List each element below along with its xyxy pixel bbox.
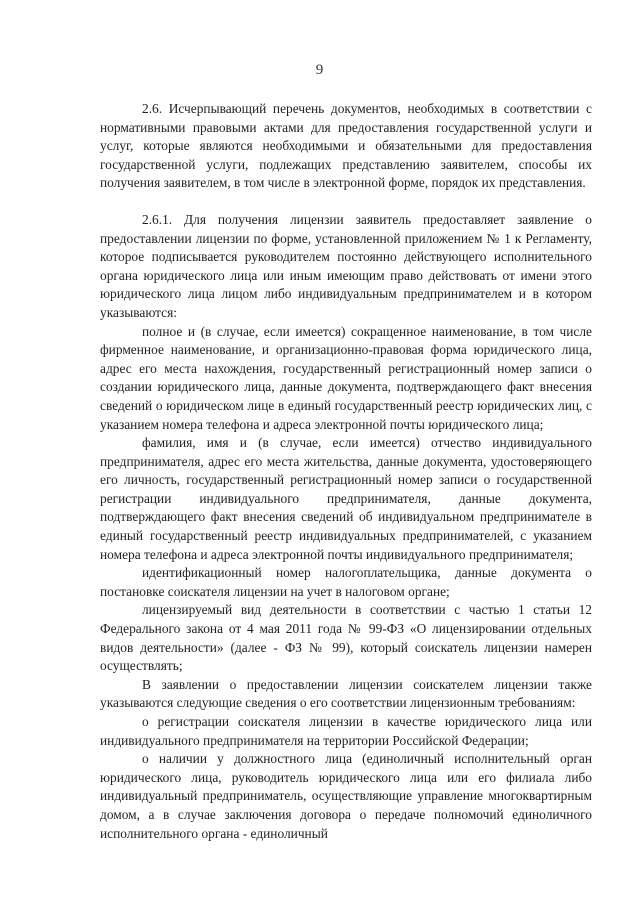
paragraph-taxpayer-id: идентификационный номер налогоплательщика, данные документа о постановке соискателя лицензии на учет в налоговом органе; xyxy=(100,565,592,599)
paragraph-section-2-6-1: 2.6.1. Для получения лицензии заявитель предоставляет заявление о предоставлении лицензии по форме, установленной приложением № 1 к Регламенту, которое подписывается руководителем постоянно действующего исполнительного органа юридического лица или иным имеющим право действовать от имени этого юридического лица лицом либо индивидуальным предпринимателем и в котором указываются: xyxy=(100,211,592,320)
paragraph-official-info: о наличии у должностного лица (единоличный исполнительный орган юридического лица, руководитель юридического лица или его филиала либо индивидуальный предприниматель, осуществляющие управление многоквартирным домом, а в случае заключения договора о передаче полномочий единоличного исполнительного органа - единоличный xyxy=(100,751,592,841)
paragraph-section-2-6: 2.6. Исчерпывающий перечень документов, необходимых в соответствии с нормативными правовыми актами для предоставления государственной услуги и услуг, которые являются необходимыми и обязательными для предоставления государственной услуги, подлежащих представлению заявителем, способы их получения заявителем, в том числе в электронной форме, порядок их представления. xyxy=(100,101,592,191)
paragraph-requirements-intro: В заявлении о предоставлении лицензии соискателем лицензии также указываются следующие сведения о его соответствии лицензионным требованиям: xyxy=(100,676,592,711)
paragraph-legal-entity-name: полное и (в случае, если имеется) сокращенное наименование, в том числе фирменное наименование, и организационно-правовая форма юридического лица, адрес его места нахождения, государственный регистрационный номер записи о создании юридического лица, данные документа, подтверждающего факт внесения сведений о юридическом лице в единый государственный реестр юридических лиц, с указанием номера телефона и адреса электронной почты юридического лица; xyxy=(100,323,592,432)
document-body xyxy=(100,100,592,843)
paragraph-entrepreneur-name: фамилия, имя и (в случае, если имеется) отчество индивидуального предпринимателя, адрес его места жительства, данные документа, удостоверяющего его личность, государственный регистрационный номер записи о государственной регистрации индивидуального предпринимателя, данные документа, подтверждающего факт внесения сведений об индивидуальном предпринимателе в единый государственный реестр индивидуальных предпринимателей, с указанием номера телефона и адреса электронной почты индивидуального предпринимателя; xyxy=(100,435,592,562)
paragraph-licensed-activity: лицензируемый вид деятельности в соответствии с частью 1 статьи 12 Федерального закона от 4 мая 2011 года № 99-ФЗ «О лицензировании отдельных видов деятельности» (далее - ФЗ № 99), который соискатель лицензии намерен осуществлять; xyxy=(100,602,592,674)
page-number: 9 xyxy=(315,62,324,78)
paragraph-registration-info: о регистрации соискателя лицензии в качестве юридического лица или индивидуального предпринимателя на территории Российской Федерации; xyxy=(100,714,592,748)
